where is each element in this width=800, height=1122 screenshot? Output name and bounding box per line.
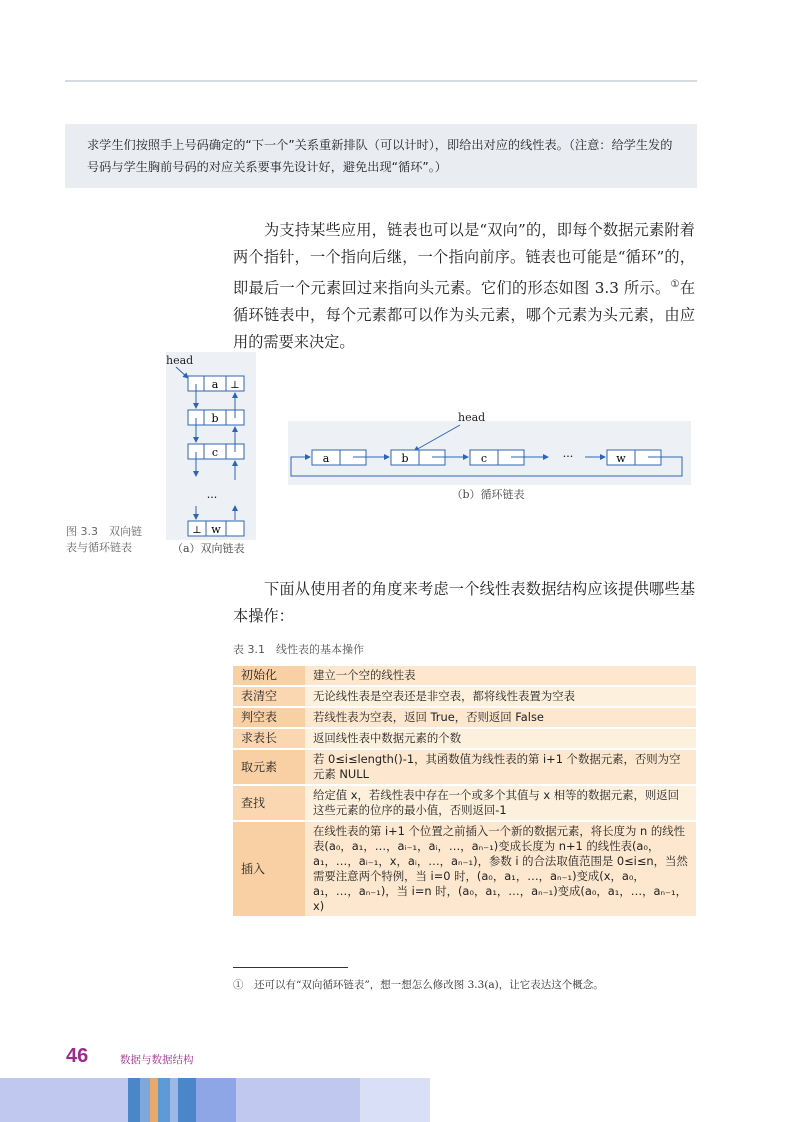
operation-description: 若 0≤i≤length()-1，其函数值为线性表的第 i+1 个数据元素，否则为空元素 NULL [305,750,696,784]
operation-description: 若线性表为空表，返回 True，否则返回 False [305,708,696,727]
circular-node-a-label: a [322,452,330,465]
doubly-head-label: head [166,354,194,367]
running-title: 数据与数据结构 [120,1054,194,1066]
doubly-node-a-label: a [211,378,219,391]
table-row [233,708,696,727]
footer-stripe [158,1078,170,1122]
footnote-marker[interactable]: ① [670,279,680,290]
footer-stripe [360,1078,430,1122]
operation-name: 表清空 [233,687,305,706]
footer-stripe [178,1078,196,1122]
doubly-node-w-label: w [211,523,221,536]
circular-node-w-label: w [616,452,626,465]
operation-name: 初始化 [233,666,305,685]
circular-node-c-label: c [480,452,488,465]
footnote: ① 还可以有“双向循环链表”，想一想怎么修改图 3.3(a)，让它表达这个概念。 [233,979,604,991]
operation-name: 插入 [233,822,305,916]
body-paragraph-2 [233,576,695,630]
operation-description: 返回线性表中数据元素的个数 [305,729,696,748]
doubly-ellipsis: ... [206,488,218,501]
operation-name: 判空表 [233,708,305,727]
footer-stripe [140,1078,150,1122]
operations-table [233,664,696,918]
operation-description: 建立一个空的线性表 [305,666,696,685]
doubly-node-c-label: c [211,446,219,459]
circular-caption: （b）循环链表 [451,488,525,501]
doubly-null-symbol: ⊥ [230,380,240,391]
figure-caption: 图 3.3 双向链表与循环链表 [66,525,142,554]
footer-stripe [128,1078,140,1122]
doubly-node-w [188,521,244,536]
page-number: 46 [66,1045,89,1067]
operation-description: 给定值 x，若线性表中存在一个或多个其值与 x 相等的数据元素，则返回这些元素的位序的最小值，否则返回-1 [305,786,696,820]
operation-description: 无论线性表是空表还是非空表，都将线性表置为空表 [305,687,696,706]
footer-stripe [170,1078,178,1122]
table-row [233,666,696,685]
table-row [233,729,696,748]
operation-name: 求表长 [233,729,305,748]
circular-node-b-label: b [401,452,409,465]
footer-stripe [196,1078,236,1122]
doubly-node-b-label: b [211,412,219,425]
footnote-rule [233,967,348,968]
operation-name: 取元素 [233,750,305,784]
doubly-caption: （a）双向链表 [172,542,245,555]
paragraph-2-text: 下面从使用者的角度来考虑一个线性表数据结构应该提供哪些基本操作： [233,580,695,625]
circular-ellipsis: ··· [562,450,574,463]
table-row [233,786,696,820]
paragraph-1-text-after: 在循环链表中，每个元素都可以作为头元素，哪个元素为头元素，由应用的需要来决定。 [233,279,695,352]
operation-description: 在线性表的第 i+1 个位置之前插入一个新的数据元素，将长度为 n 的线性表(a₀，a₁，…，aᵢ₋₁，aᵢ，…，aₙ₋₁)变成长度为 n+1 的线性表(a₀，a₁，…，aᵢ₋₁，x，aᵢ，…，aₙ₋₁)，参数 i 的合法取值范围是 0≤i≤n，当然需要注意两个特例，当 i=0 时，(a₀，a₁，…，aₙ₋₁)变成(x，a₀，a₁，…，aₙ₋₁)，当 i=n 时，(a₀，a₁，…，aₙ₋₁)变成(a₀，a₁，…，aₙ₋₁，x) [305,822,696,916]
table-row [233,750,696,784]
activity-note-text: 求学生们按照手上号码确定的“下一个”关系重新排队（可以计时），即给出对应的线性表。（注意：给学生发的号码与学生胸前号码的对应关系要事先设计好，避免出现“循环”。） [87,138,673,174]
doubly-null-symbol: ⊥ [192,525,202,536]
operation-name: 查找 [233,786,305,820]
table-row [233,687,696,706]
paragraph-1-text: 为支持某些应用，链表也可以是“双向”的，即每个数据元素附着两个指针，一个指向后继，一个指向前序。链表也可能是“循环”的，即最后一个元素回过来指向头元素。它们的形态如图 3.3 所示。 [233,221,695,298]
footer-stripe [150,1078,158,1122]
table-row [233,822,696,916]
circular-head-label: head [458,411,486,424]
table-caption: 表 3.1 线性表的基本操作 [233,643,364,656]
